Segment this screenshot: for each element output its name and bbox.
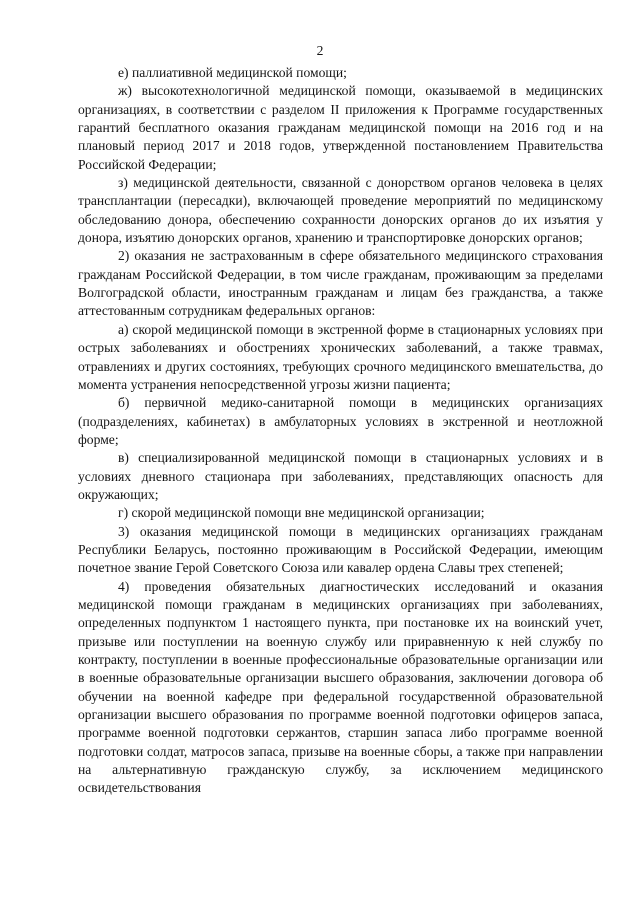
- document-body: [78, 64, 603, 798]
- paragraph-g-ambulance-care: г) скорой медицинской помощи вне медицинской организации;: [118, 505, 485, 521]
- paragraph-2-uninsured-citizens: 2) оказания не застрахованным в сфере обязательного медицинского страхования гражданам Российской Федерации, в том числе гражданам, проживающим за пределами Волгоградской области, иностранным гражданам и лицам без гражданства, а также аттестованным сотрудникам федеральных органов:: [78, 248, 603, 319]
- paragraph-a-emergency-care: а) скорой медицинской помощи в экстренной форме в стационарных условиях при острых заболеваниях и обострениях хронических заболеваний, а также травмах, отравлениях и других состояниях, требующих срочного медицинского вмешательства, до момента устранения непосредственной угрозы жизни пациента;: [78, 321, 603, 392]
- paragraph-z-organ-donation: з) медицинской деятельности, связанной с донорством органов человека в целях трансплантации (пересадки), включающей проведение мероприятий по медицинскому обследованию донора, обеспечению сохранности донорских органов до их изъятия у донора, изъятию донорских органов, хранению и транспортировке донорских органов;: [78, 175, 603, 246]
- paragraph-b-primary-care: б) первичной медико-санитарной помощи в медицинских организациях (подразделениях, кабинетах) в амбулаторных условиях в экстренной и неотложной форме;: [78, 395, 603, 447]
- paragraph-zh-high-tech-care: ж) высокотехнологичной медицинской помощи, оказываемой в медицинских организациях, в соответствии с разделом II приложения к Программе государственных гарантий бесплатного оказания гражданам медицинской помощи на 2016 год и на плановый период 2017 и 2018 годов, утвержденной постановлением Правительства Российской Федерации;: [78, 83, 603, 172]
- page-number: 2: [316, 43, 324, 58]
- paragraph-e-palliative: е) паллиативной медицинской помощи;: [118, 65, 347, 80]
- paragraph-3-belarus-citizens: 3) оказания медицинской помощи в медицинских организациях гражданам Республики Беларусь, постоянно проживающим в Российской Федерации, имеющим почетное звание Герой Советского Союза или кавалер ордена Славы трех степеней;: [78, 523, 603, 576]
- paragraph-4-military-registration: 4) проведения обязательных диагностических исследований и оказания медицинской помощи гражданам в медицинских организациях при заболеваниях, определенных подпунктом 1 настоящего пункта, при постановке их на воинский учет, призыве или поступлении на военную службу или приравненную к ней службу по контракту, поступлении в военные профессиональные образовательные организации или в военные образовательные организации высшего образования, заключении договора об обучении на военной кафедре при федеральной государственной образовательной организации высшего образования по программе военной подготовки офицеров запаса, программе военной подготовки сержантов, старшин запаса либо программе военной подготовки солдат, матросов запаса, призыве на военные сборы, а также при направлении на альтернативную гражданскую службу, за исключением медицинского освидетельствования: [78, 578, 603, 796]
- paragraph-v-specialized-care: в) специализированной медицинской помощи в стационарных условиях и в условиях дневного стационара при заболеваниях, представляющих опасность для окружающих;: [78, 450, 603, 502]
